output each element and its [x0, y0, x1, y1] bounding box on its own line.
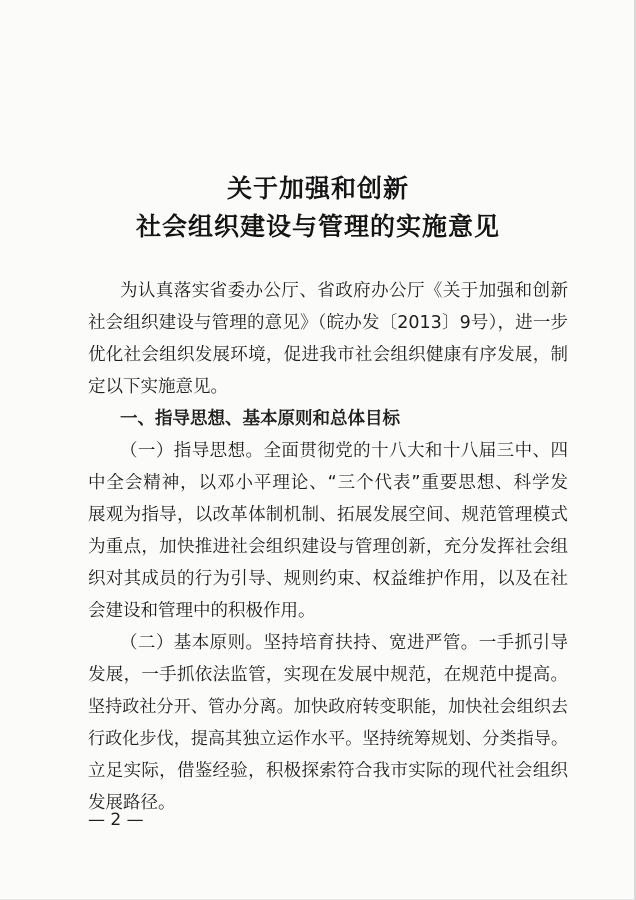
section-heading-1: 一、指导思想、基本原则和总体目标	[120, 409, 400, 429]
body-line-9: 为重点，加快推进社会组织建设与管理创新，充分发挥社会组	[88, 537, 568, 557]
body-line-17: 发展路径。	[88, 793, 176, 813]
body-line-4: 定以下实施意见。	[88, 377, 228, 397]
body-line-1: 为认真落实省委办公厅、省政府办公厅《关于加强和创新	[120, 281, 568, 301]
body-line-2: 社会组织建设与管理的意见》（皖办发〔2013〕9号），进一步	[88, 313, 568, 333]
document-title-line-1: 关于加强和创新	[226, 174, 409, 203]
body-line-10: 织对其成员的行为引导、规则约束、权益维护作用，以及在社	[88, 569, 568, 589]
page-number: — 2 —	[88, 810, 144, 830]
body-line-3: 优化社会组织发展环境，促进我市社会组织健康有序发展，制	[88, 345, 568, 365]
body-line-15: 行政化步伐，提高其独立运作水平。坚持统筹规划、分类指导。	[88, 729, 568, 749]
body-line-12: （二）基本原则。坚持培育扶持、宽进严管。一手抓引导	[120, 633, 568, 653]
body-line-13: 发展，一手抓依法监管，实现在发展中规范，在规范中提高。	[88, 665, 568, 685]
document-title-line-2: 社会组织建设与管理的实施意见	[135, 212, 500, 241]
body-line-8: 展观为指导，以改革体制机制、拓展发展空间、规范管理模式	[88, 505, 568, 525]
body-line-6: （一）指导思想。全面贯彻党的十八大和十八届三中、四	[120, 441, 568, 461]
body-line-16: 立足实际，借鉴经验，积极探索符合我市实际的现代社会组织	[88, 761, 568, 781]
body-line-14: 坚持政社分开、管办分离。加快政府转变职能，加快社会组织去	[88, 697, 568, 717]
body-line-11: 会建设和管理中的积极作用。	[88, 601, 316, 621]
body-line-7: 中全会精神，以邓小平理论、“三个代表”重要思想、科学发	[88, 473, 568, 493]
